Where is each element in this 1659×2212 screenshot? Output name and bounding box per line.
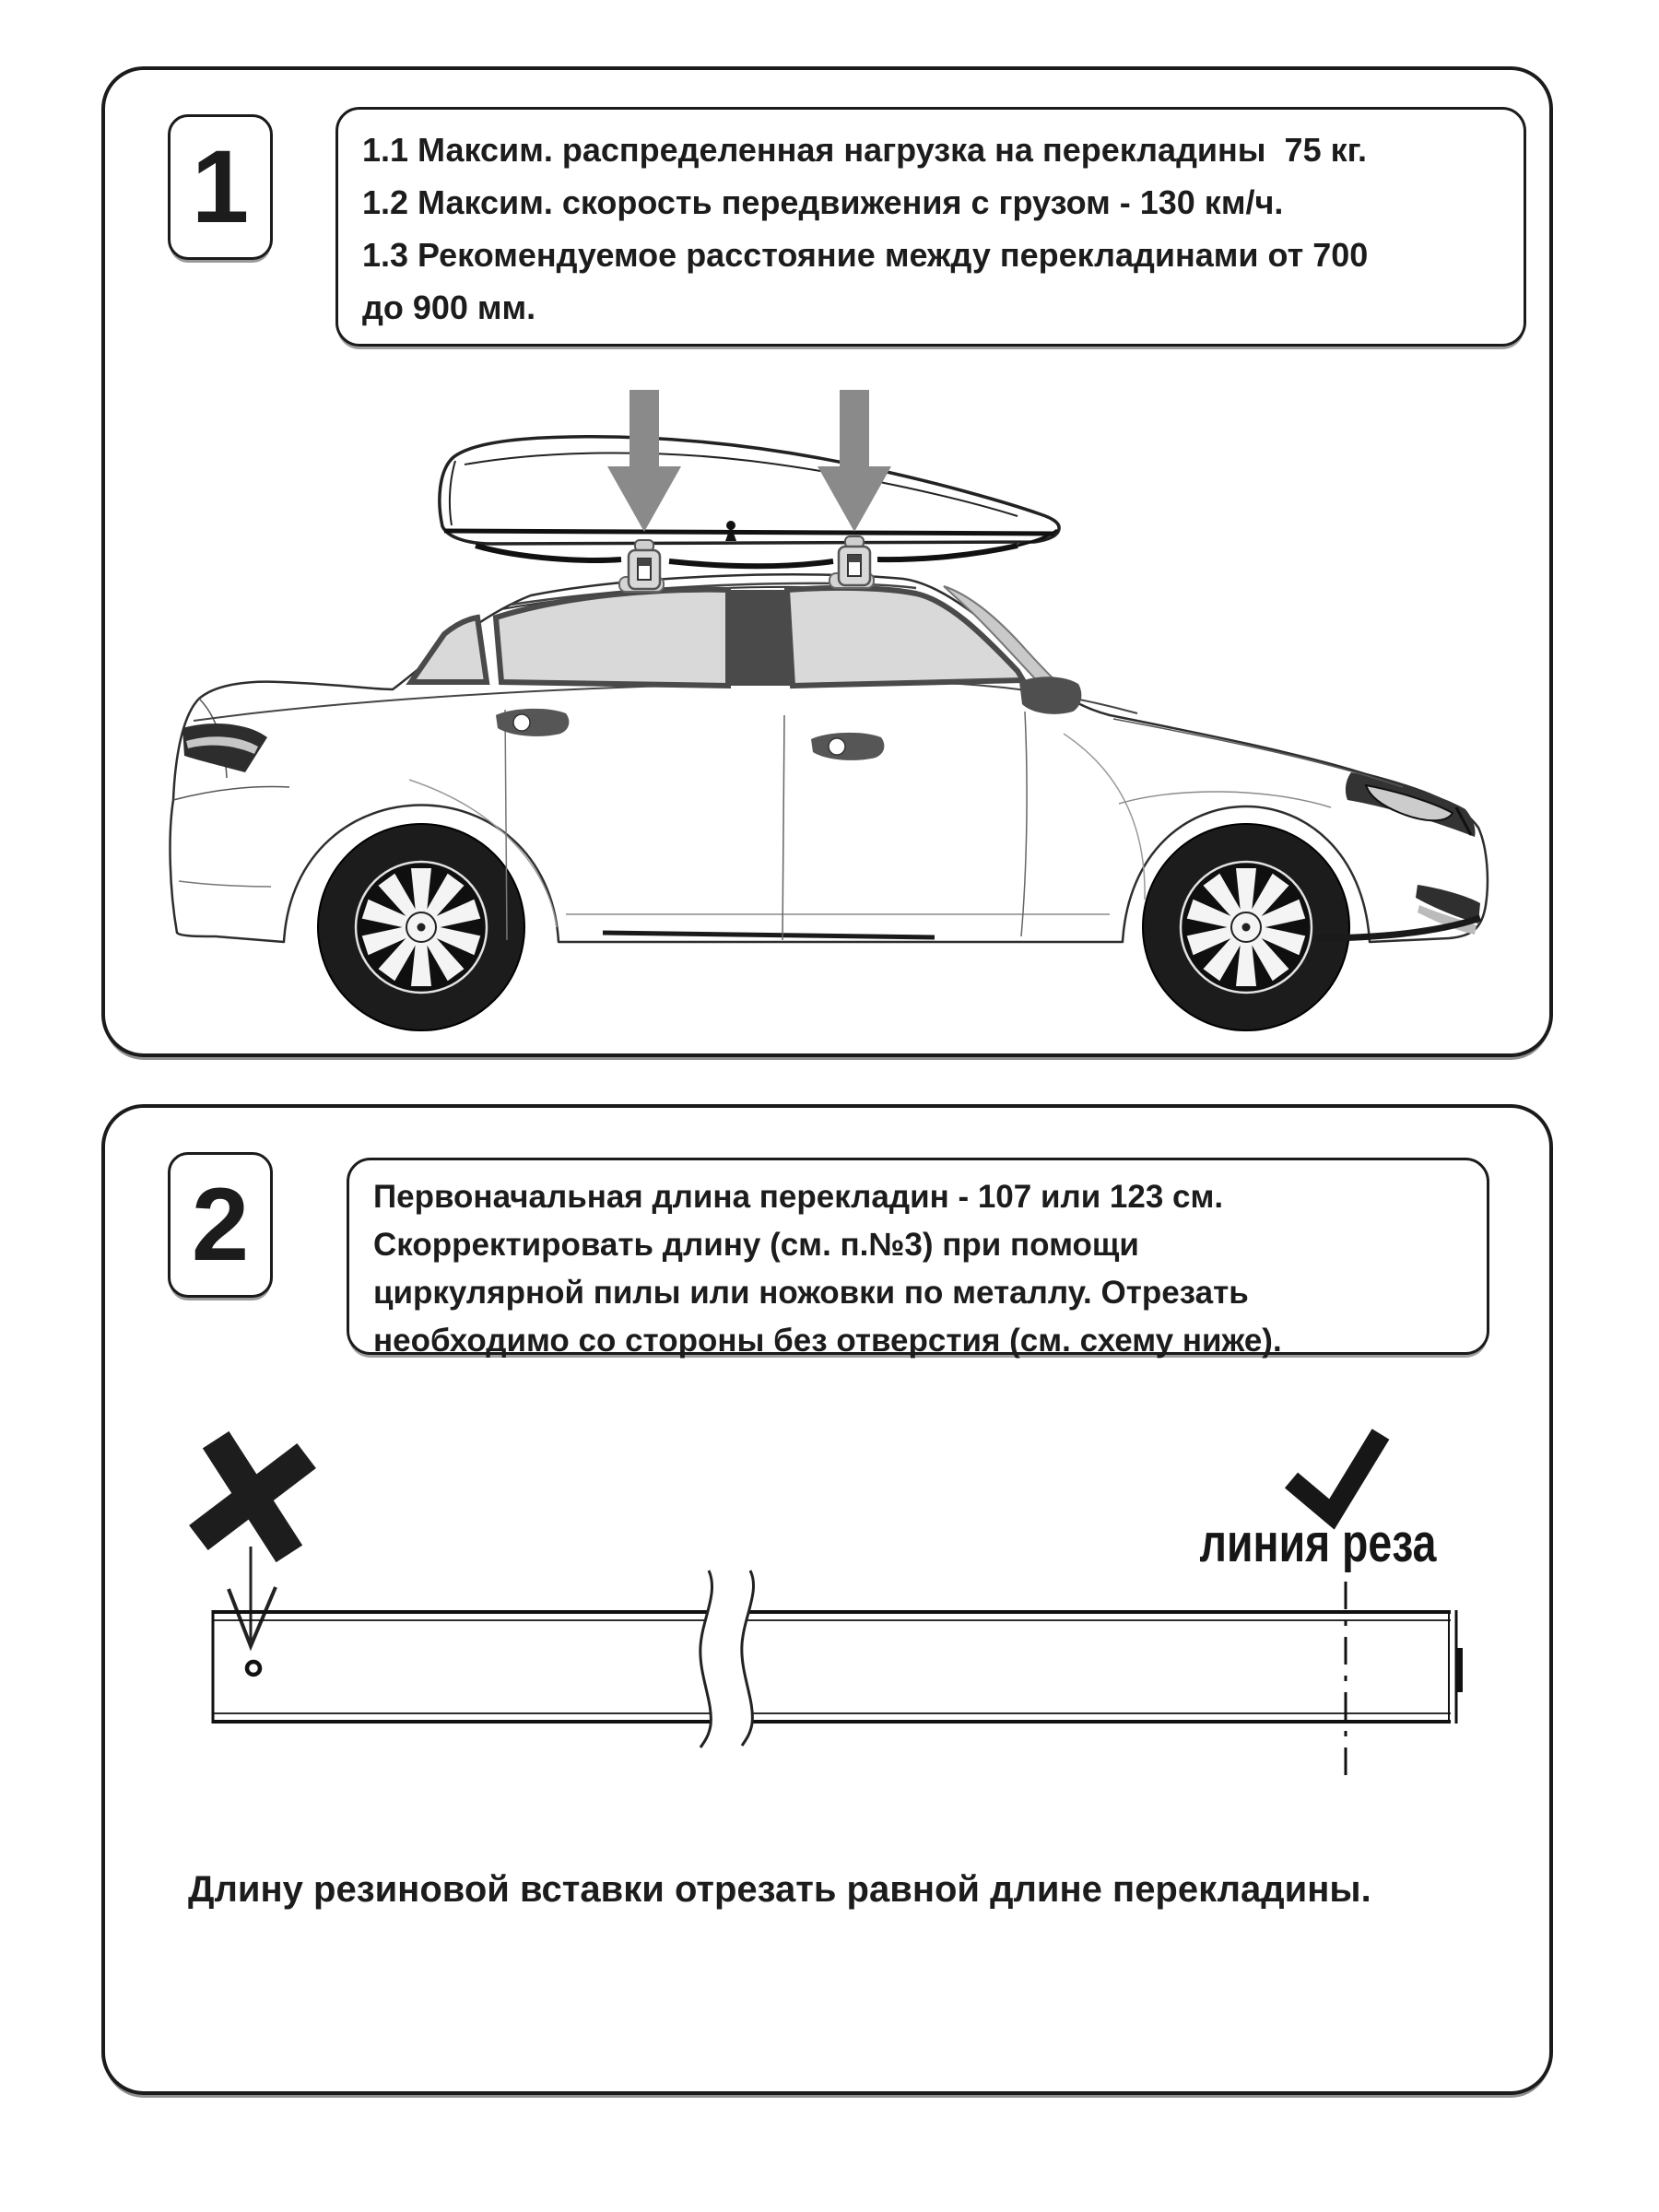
step1-number: 1 (191, 129, 250, 244)
instruction-line: 1.3 Рекомендуемое расстояние между перекладинами от 700 (362, 236, 1369, 274)
roof-box-mount-left (629, 540, 660, 589)
rear-wheel (318, 824, 524, 1030)
rubber-insert-note: Длину резиновой вставки отрезать равной длине перекладины. (188, 1869, 1371, 1910)
door-handle (496, 709, 569, 736)
car-illustration (105, 70, 1549, 1053)
door-handle (811, 733, 884, 760)
instruction-line: Первоначальная длина перекладин - 107 или 123 см. (373, 1179, 1224, 1215)
check-mark-icon (1291, 1434, 1381, 1514)
cut-line-label: линия реза (1199, 1513, 1437, 1574)
x-mark-icon (198, 1440, 306, 1554)
pointer-arrow (229, 1547, 276, 1646)
instruction-line: до 900 мм. (362, 288, 536, 326)
instruction-line: 1.2 Максим. скорость передвижения с грузом - 130 км/ч. (362, 183, 1284, 221)
roof-box (440, 437, 1059, 566)
crossbar-diagram (105, 1108, 1549, 2091)
front-wheel (1143, 824, 1349, 1030)
bolt-hole (247, 1662, 260, 1675)
step1-panel (101, 66, 1553, 1057)
instruction-line: 1.1 Максим. распределенная нагрузка на перекладины 75 кг. (362, 131, 1368, 169)
side-mirror (1019, 677, 1081, 714)
crossbar (212, 1610, 1460, 1724)
step2-panel (101, 1104, 1553, 2095)
instruction-line: необходимо со стороны без отверстия (см. схему ниже). (373, 1323, 1282, 1359)
instruction-line: Скорректировать длину (см. п.№3) при помощи (373, 1227, 1139, 1263)
instruction-line: циркулярной пилы или ножовки по металлу. Отрезать (373, 1275, 1249, 1311)
step2-number: 2 (191, 1167, 250, 1282)
